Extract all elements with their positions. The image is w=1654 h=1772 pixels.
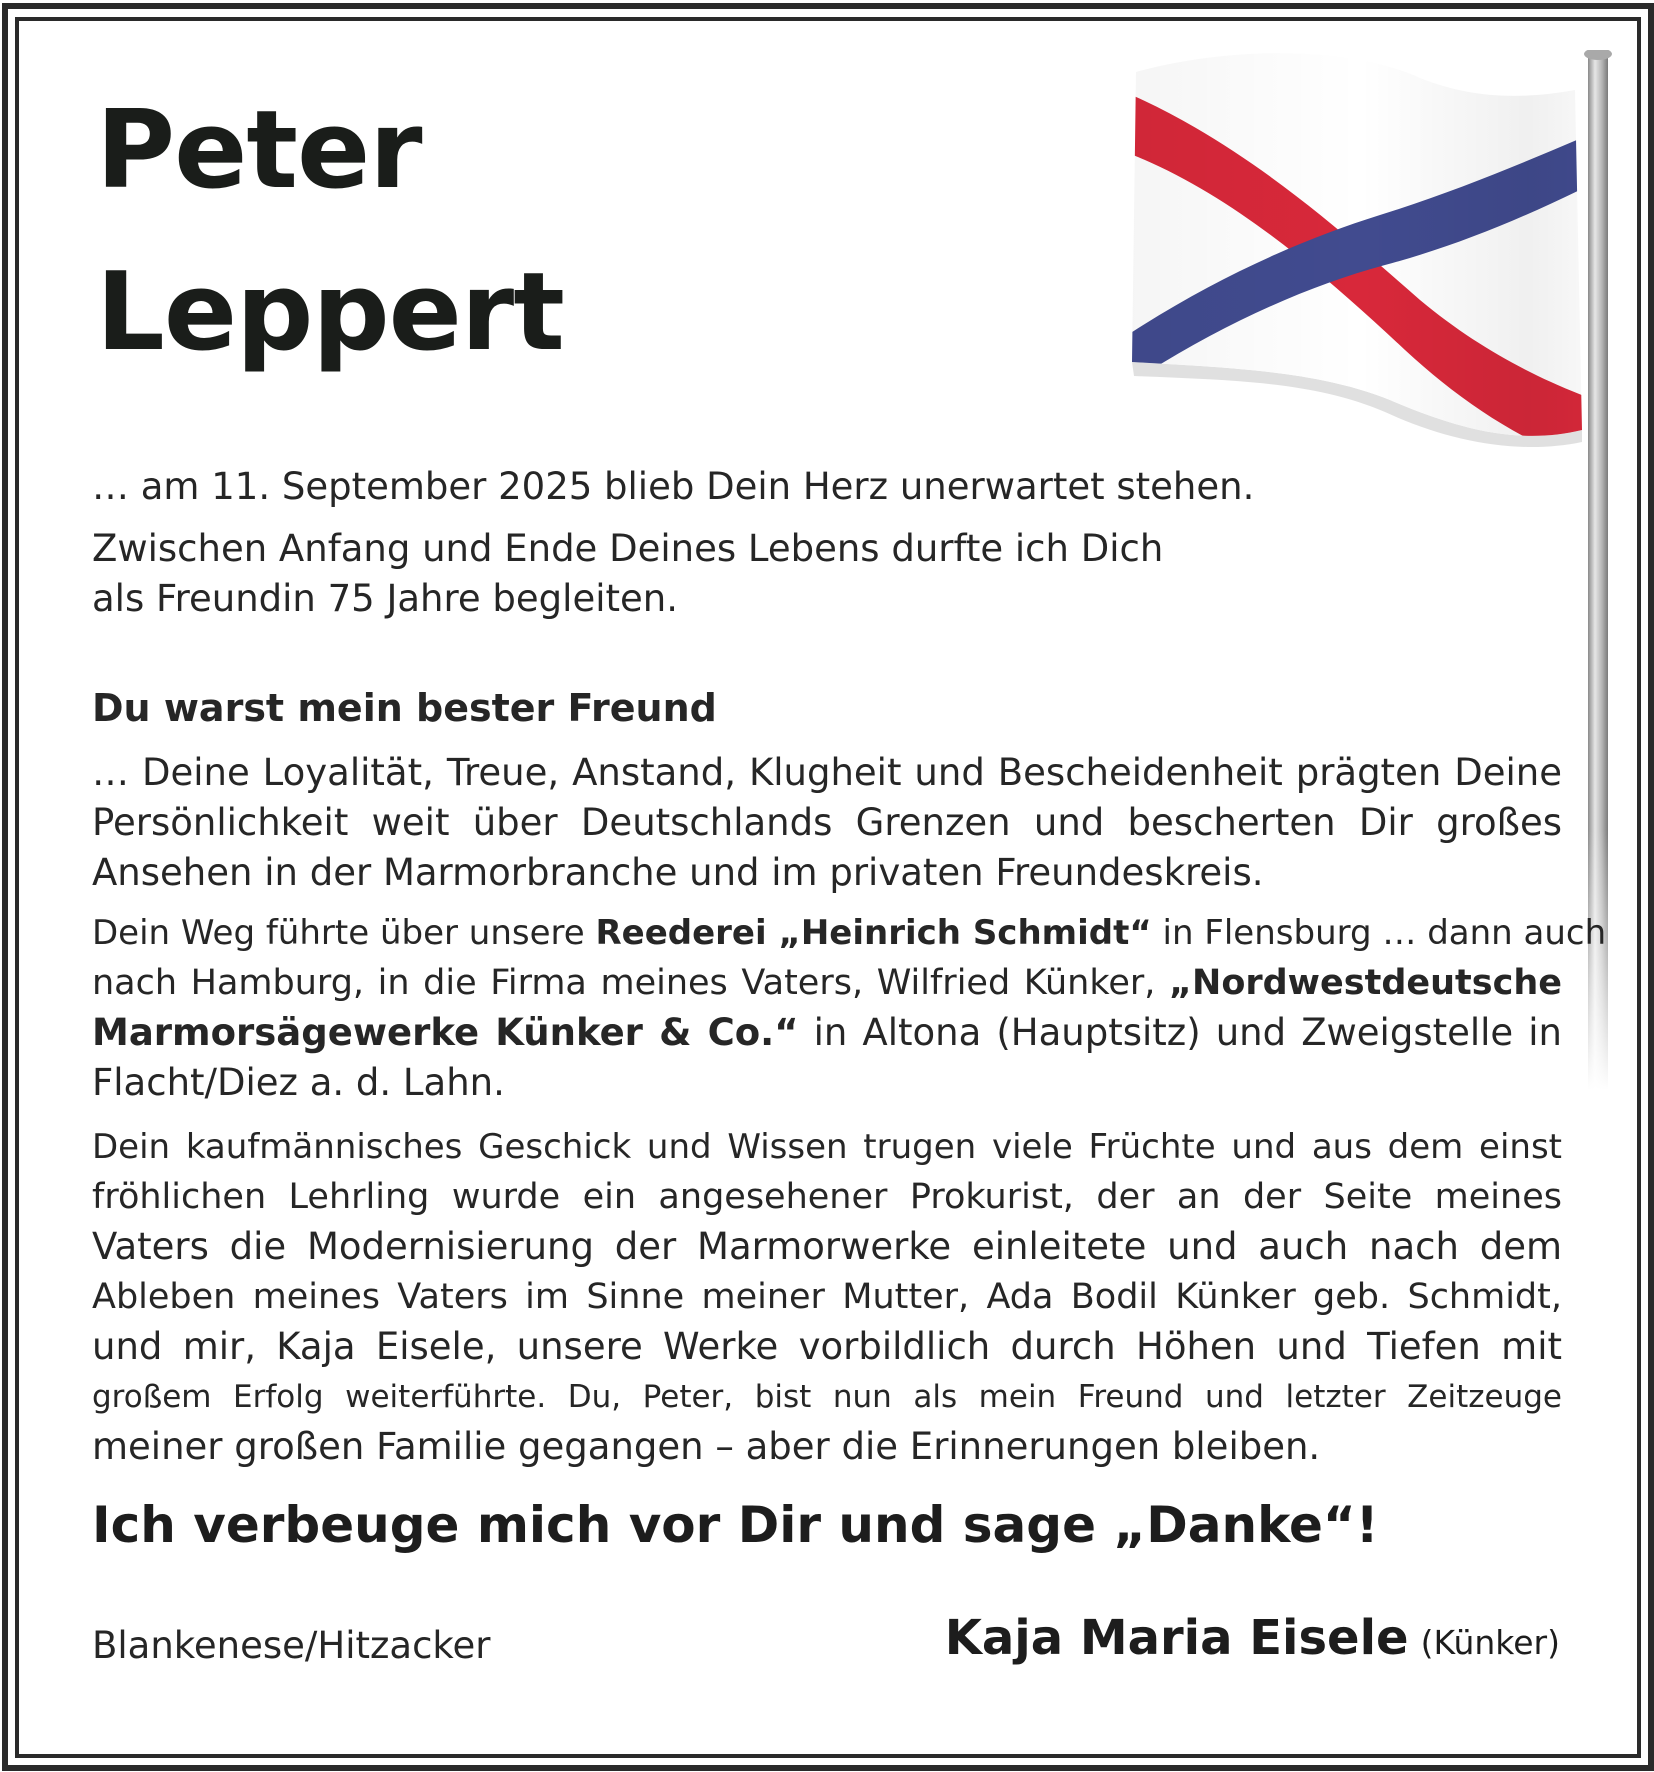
text-line: meiner großen Familie gegangen – aber die Erinnerungen bleiben.: [92, 1425, 1321, 1468]
text-line: großem Erfolg weiterführte. Du, Peter, bist nun als mein Freund und letzter Zeitzeuge: [92, 1379, 1562, 1415]
text-line: Vaters die Modernisierung der Marmorwerke einleitete und auch nach dem: [92, 1225, 1562, 1268]
intro-line-1: … am 11. September 2025 blieb Dein Herz unerwartet stehen.: [92, 465, 1255, 508]
paragraph-career: [92, 908, 1607, 1108]
text-line: fröhlichen Lehrling wurde ein angesehener Prokurist, der an der Seite meines: [92, 1177, 1562, 1217]
place-names: Blankenese/Hitzacker: [92, 1624, 491, 1667]
text-line: Dein kaufmännisches Geschick und Wissen trugen viele Früchte und aus dem einst: [92, 1127, 1562, 1167]
last-name: Leppert: [96, 250, 564, 375]
text-line: Ansehen in der Marmorbranche und im privaten Freundeskreis.: [92, 851, 1264, 894]
first-name: Peter: [96, 88, 422, 213]
deceased-name: [96, 70, 564, 394]
text-line: Flacht/Diez a. d. Lahn.: [92, 1061, 505, 1104]
text-fragment: nach Hamburg, in die Firma meines Vaters, Wilfried Künker,: [92, 963, 1170, 1003]
text-line-content: … Deine Loyalität, Treue, Anstand, Klugheit und Bescheidenheit prägten Deine: [92, 751, 1562, 794]
intro-line-2: Zwischen Anfang und Ende Deines Lebens durfte ich Dich: [92, 527, 1164, 570]
text-line: [92, 908, 1607, 958]
signature-maiden-name: (Künker): [1420, 1623, 1560, 1662]
text-line: und mir, Kaja Eisele, unsere Werke vorbildlich durch Höhen und Tiefen mit: [92, 1325, 1562, 1368]
text-line: [92, 1008, 1562, 1058]
intro-line-3: als Freundin 75 Jahre begleiten.: [92, 577, 678, 620]
company-marmor-part1: „Nordwestdeutsche: [1169, 963, 1562, 1003]
text-fragment: Dein Weg führte über unsere: [92, 913, 596, 953]
flag-cloth: [1120, 50, 1600, 470]
text-line: [92, 748, 1562, 798]
text-fragment: in Flensburg … dann auch: [1151, 913, 1607, 953]
company-reederei: Reederei „Heinrich Schmidt“: [595, 913, 1152, 953]
text-line: [92, 798, 1562, 848]
text-line: [92, 958, 1562, 1008]
closing-statement: Ich verbeuge mich vor Dir und sage „Danke“!: [92, 1496, 1379, 1554]
text-line-content: Persönlichkeit weit über Deutschlands Grenzen und bescherten Dir großes: [92, 801, 1562, 844]
section-heading: Du warst mein bester Freund: [92, 686, 717, 730]
text-line: Ableben meines Vaters im Sinne meiner Mutter, Ada Bodil Künker geb. Schmidt,: [92, 1277, 1562, 1317]
text-fragment: in Altona (Hauptsitz) und Zweigstelle in: [798, 1011, 1563, 1054]
company-marmor-part2: Marmorsägewerke Künker & Co.“: [92, 1011, 799, 1054]
paragraph-qualities: [92, 748, 1562, 898]
signature-name: Kaja Maria Eisele: [944, 1610, 1409, 1666]
paragraph-legacy: [92, 1122, 1562, 1472]
signature: [945, 1605, 1560, 1671]
